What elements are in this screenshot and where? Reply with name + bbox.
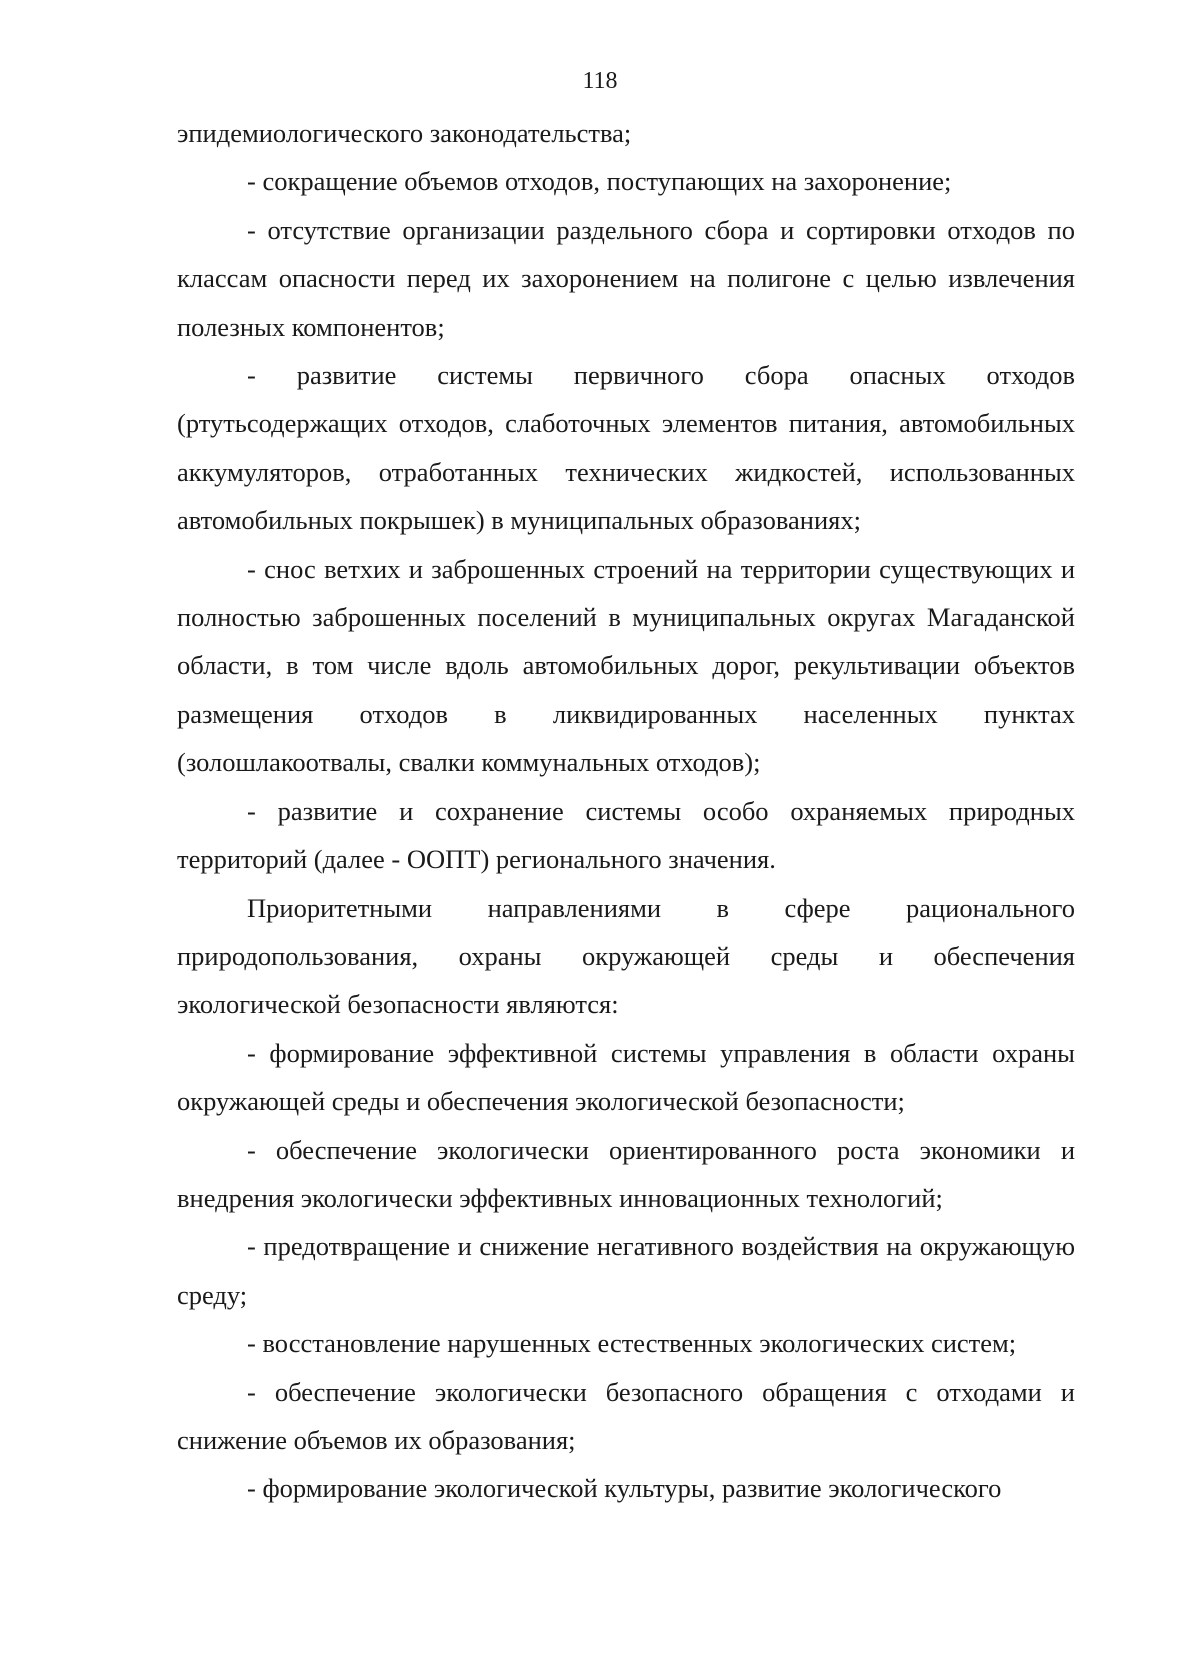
paragraph: Приоритетными направлениями в сфере рационального природопользования, охраны окружающей среды и обеспечения экологической безопасности являются: — [177, 892, 1075, 1020]
paragraph: - формирование экологической культуры, развитие экологического — [247, 1473, 1002, 1504]
paragraph: - развитие системы первичного сбора опасных отходов (ртутьсодержащих отходов, слаботочных элементов питания, автомобильных аккумуляторов, отработанных технических жидкостей, использованных автомобильных покрышек) в муниципальных образованиях; — [177, 360, 1075, 536]
paragraph: - предотвращение и снижение негативного воздействия на окружающую среду; — [177, 1231, 1075, 1310]
paragraph: - обеспечение экологически ориентированного роста экономики и внедрения экологически эффективных инновационных технологий; — [177, 1134, 1075, 1213]
paragraph: - развитие и сохранение системы особо охраняемых природных территорий (далее - ООПТ) регионального значения. — [177, 795, 1075, 875]
document-body — [177, 109, 1075, 1513]
paragraph: - обеспечение экологически безопасного обращения с отходами и снижение объемов их образования; — [177, 1376, 1075, 1455]
page-number: 118 — [582, 68, 618, 94]
paragraph: - снос ветхих и заброшенных строений на территории существующих и полностью заброшенных поселений в муниципальных округах Магаданской области, в том числе вдоль автомобильных дорог, рекультивации объектов размещения отходов в ликвидированных населенных пунктах (золошлакоотвалы, свалки коммунальных отходов); — [177, 553, 1075, 778]
paragraph: - сокращение объемов отходов, поступающих на захоронение; — [247, 166, 952, 197]
paragraph: - восстановление нарушенных естественных экологических систем; — [247, 1328, 1017, 1359]
paragraph: - формирование эффективной системы управления в области охраны окружающей среды и обеспечения экологической безопасности; — [177, 1037, 1075, 1117]
paragraph: - отсутствие организации раздельного сбора и сортировки отходов по классам опасности перед их захоронением на полигоне с целью извлечения полезных компонентов; — [177, 214, 1075, 342]
paragraph: эпидемиологического законодательства; — [177, 118, 632, 148]
